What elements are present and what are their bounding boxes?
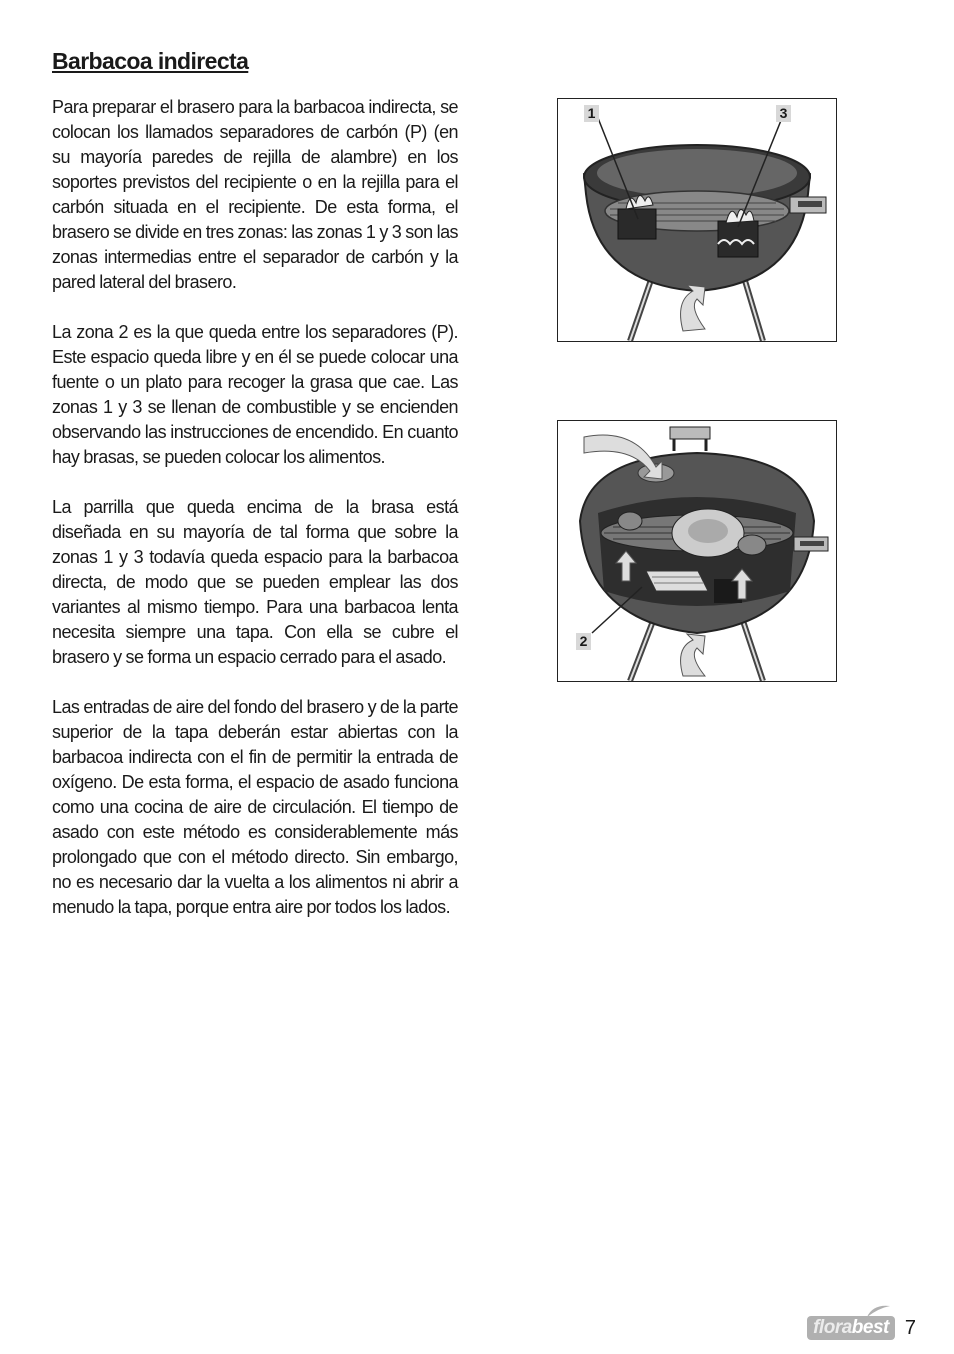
paragraph-1: Para preparar el brasero para la barbacoa indirecta, se colocan los llamados separadores de carbón (P) (en su mayoría paredes de rejilla de alambre) en los soportes previstos del recipiente o en la rejilla para el carbón situada en el recipiente. De esta forma, el brasero se divide en tres zonas: las zonas 1 y 3 son las zonas intermedias entre el separador de carbón y la pared lateral del brasero. [52,97,458,292]
grill-open-illustration [558,99,836,341]
zone-label-2: 2 [576,633,591,650]
figure-grill-zones-1-3 [557,98,837,342]
zone-label-1: 1 [584,105,599,122]
page-title: Barbacoa indirecta [52,48,249,74]
page-number: 7 [904,1316,916,1339]
page-footer [807,1316,916,1340]
body-text [52,95,458,945]
paragraph-2: La zona 2 es la que queda entre los separadores (P). Este espacio queda libre y en él se puede colocar una fuente o un plato para recoger la grasa que cae. Las zonas 1 y 3 se llenan de combustible y se encienden observando las instrucciones de encendido. En cuanto hay brasas, se pueden colocar los alimentos. [52,322,458,467]
paragraph-3: La parrilla que queda encima de la brasa está diseñada en su mayoría de tal forma que sobre la zonas 1 y 3 todavía queda espacio para la barbacoa directa, de modo que se pueden emplear las dos variantes al mismo tiempo. Para una barbacoa lenta necesita siempre una tapa. Con ella se cubre el brasero y se forma un espacio cerrado para el asado. [52,497,458,667]
paragraph-4: Las entradas de aire del fondo del brasero y de la parte superior de la tapa deberán estar abiertas con la barbacoa indirecta con el fin de permitir la entrada de oxígeno. De esta forma, el espacio de asado funciona como una cocina de aire de circulación. El tiempo de asado con este método es considerablemente más prolongado que con el método directo. Sin embargo, no es necesario dar la vuelta a los alimentos ni abrir a menudo la tapa, porque entra aire por todos los lados. [52,697,458,917]
figure-grill-zone-2 [557,420,837,682]
leaf-icon [865,1304,891,1318]
brand-part-2: best [851,1317,889,1338]
brand-part-1: flora [813,1317,852,1338]
brand-logo [807,1316,895,1340]
zone-label-3: 3 [776,105,791,122]
grill-cutaway-illustration [558,421,836,681]
